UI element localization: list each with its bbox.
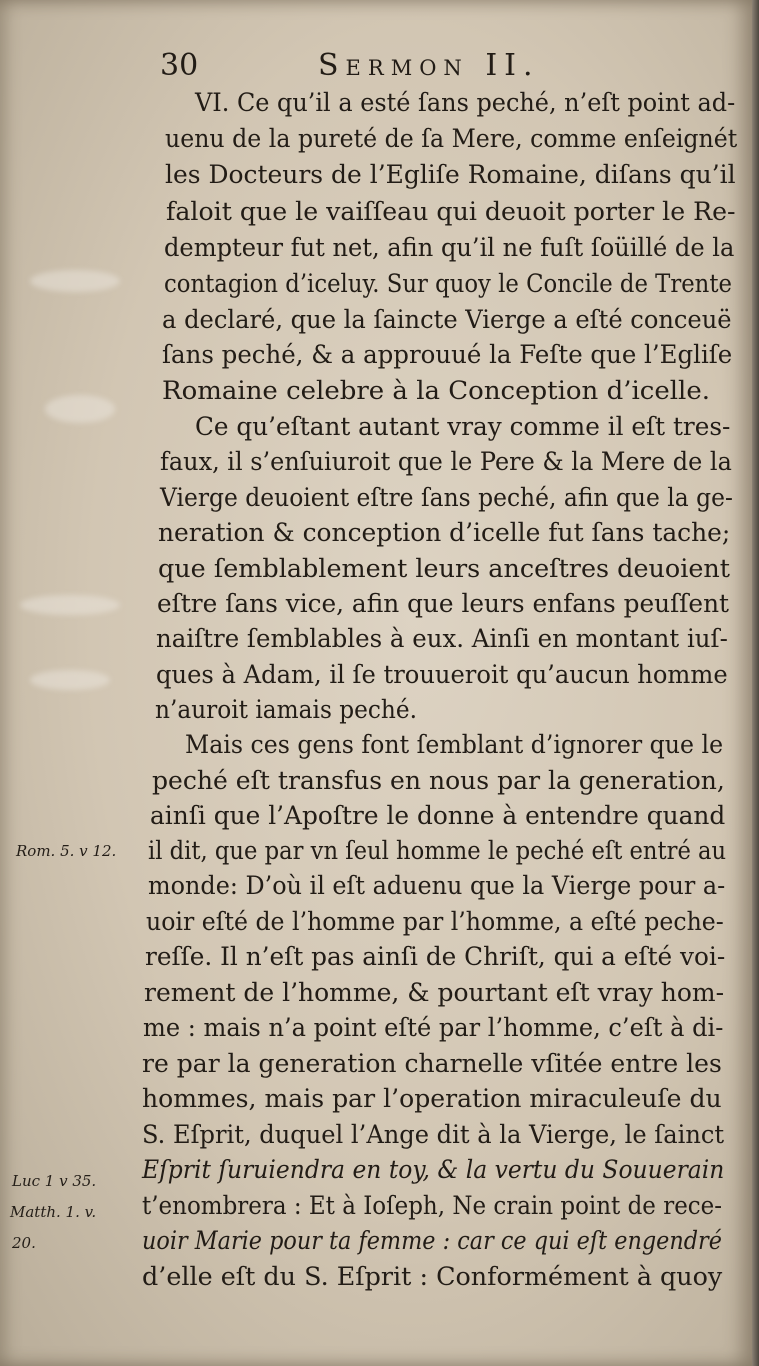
text-line: Romaine celebre à la Conception d’icelle. [162, 376, 711, 405]
text-line: me : mais n’a point eſté par l’homme, c’eſt à di- [143, 1013, 724, 1042]
text-line: les Docteurs de l’Egliſe Romaine, diſans qu’il [165, 160, 736, 189]
text-line: ſans peché, & a approuué la Feſte que l’Egliſe [162, 340, 733, 369]
page-edge [752, 0, 759, 1366]
text-line: rement de l’homme, & pourtant eſt vray hom- [144, 978, 725, 1007]
text-line: faloit que le vaiſſeau qui deuoit porter le Re- [166, 197, 736, 226]
page-number: 30 [160, 48, 199, 83]
text-line: Eſprit ſuruiendra en toy, & la vertu du Souuerain [142, 1155, 725, 1184]
text-line: uoir Marie pour ta femme : car ce qui eſt engendré [142, 1226, 722, 1255]
margin-note-matth: Matth. 1. v. [10, 1203, 97, 1221]
text-line: Ce qu’eſtant autant vray comme il eſt tres- [195, 412, 731, 441]
margin-note-rom: Rom. 5. v 12. [16, 842, 117, 860]
text-line: d’elle eſt du S. Eſprit : Conformément à quoy [142, 1262, 723, 1291]
text-line: uenu de la pureté de ſa Mere, comme enſeignét [165, 124, 738, 153]
text-line: ques à Adam, il ſe trouueroit qu’aucun homme [156, 660, 728, 689]
text-line: naiſtre ſemblables à eux. Ainſi en montant iuſ- [156, 624, 728, 653]
margin-note-luc: Luc 1 v 35. [12, 1172, 97, 1190]
text-line: neration & conception d’icelle fut ſans tache; [158, 518, 731, 547]
text-line: t’enombrera : Et à Ioſeph, Ne crain point de rece- [142, 1191, 723, 1220]
text-line: Vierge deuoient eſtre ſans peché, afin que la ge- [160, 483, 733, 512]
text-line: dempteur fut net, afin qu’il ne fuſt ſoüillé de la [164, 233, 735, 262]
text-line: monde: D’où il eſt aduenu que la Vierge pour a- [148, 871, 726, 900]
text-line: re par la generation charnelle vſitée entre les [142, 1049, 722, 1078]
text-line: ainſi que l’Apoſtre le donne à entendre quand [150, 801, 726, 830]
text-line: uoir eſté de l’homme par l’homme, a eſté peche- [146, 907, 724, 936]
text-line: que ſemblablement leurs anceſtres deuoient [158, 554, 731, 583]
text-line: Mais ces gens font ſemblant d’ignorer que le [185, 730, 724, 759]
margin-note-verse: 20. [12, 1234, 36, 1252]
text-line: peché eſt transfus en nous par la generation, [152, 766, 725, 795]
text-line: contagion d’iceluy. Sur quoy le Concile de Trente [164, 269, 732, 298]
text-line: hommes, mais par l’operation miraculeuſe du [142, 1084, 722, 1113]
text-line: reſſe. Il n’eſt pas ainſi de Chriſt, qui a eſté voi- [145, 942, 726, 971]
running-head: Sermon II. [318, 48, 540, 83]
text-line: VI. Ce qu’il a esté ſans peché, n’eſt point ad- [195, 88, 736, 117]
text-line: a declaré, que la ſaincte Vierge a eſté conceuë [162, 305, 732, 334]
text-line: n’auroit iamais peché. [155, 695, 417, 724]
text-line: faux, il s’enſuiuroit que le Pere & la Mere de la [160, 447, 732, 476]
text-line: il dit, que par vn ſeul homme le peché eſt entré au [148, 836, 727, 865]
text-line: S. Eſprit, duquel l’Ange dit à la Vierge, le ſainct [142, 1120, 725, 1149]
text-line: eſtre ſans vice, afin que leurs enfans peuſſent [157, 589, 730, 618]
